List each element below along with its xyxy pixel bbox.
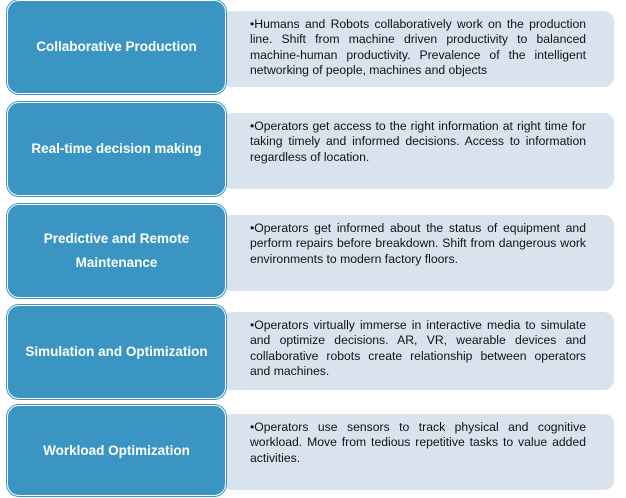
label-text: Simulation and Optimization <box>25 344 208 359</box>
description-simulation-optimization <box>222 312 614 390</box>
description-workload-optimization <box>222 414 614 490</box>
description-predictive-remote-maintenance <box>222 215 614 291</box>
label-real-time-decision-making <box>7 102 226 196</box>
label-workload-optimization <box>7 405 226 496</box>
label-text: Workload Optimization <box>43 442 190 458</box>
label-text: Predictive and Remote Maintenance <box>43 231 190 270</box>
description-text: •Operators get access to the right information at right time for taking timely and informed decisions. Access to information regardless of location. <box>250 119 586 164</box>
description-text: •Operators get informed about the status of equipment and perform repairs before breakdown. Shift from dangerous work environments to modern factory floors. <box>250 221 586 266</box>
label-predictive-remote-maintenance <box>7 204 226 298</box>
description-text: •Operators use sensors to track physical and cognitive workload. Move from tedious repetitive tasks to value added activities. <box>250 420 586 465</box>
description-text: •Operators virtually immerse in interactive media to simulate and optimize decisions. AR, VR, wearable devices and collaborative robots create relationship between operators and machines. <box>250 318 586 379</box>
description-collaborative-production <box>222 11 614 87</box>
label-simulation-optimization <box>7 305 226 399</box>
label-text: Collaborative Production <box>36 39 197 54</box>
label-collaborative-production <box>7 0 226 94</box>
description-real-time-decision-making <box>222 113 614 189</box>
label-text: Real-time decision making <box>31 141 202 156</box>
description-text: •Humans and Robots collaboratively work on the production line. Shift from machine driven productivity to balanced machine-human productivity. Prevalence of the intelligent networking of people, machines and objects <box>250 17 586 78</box>
